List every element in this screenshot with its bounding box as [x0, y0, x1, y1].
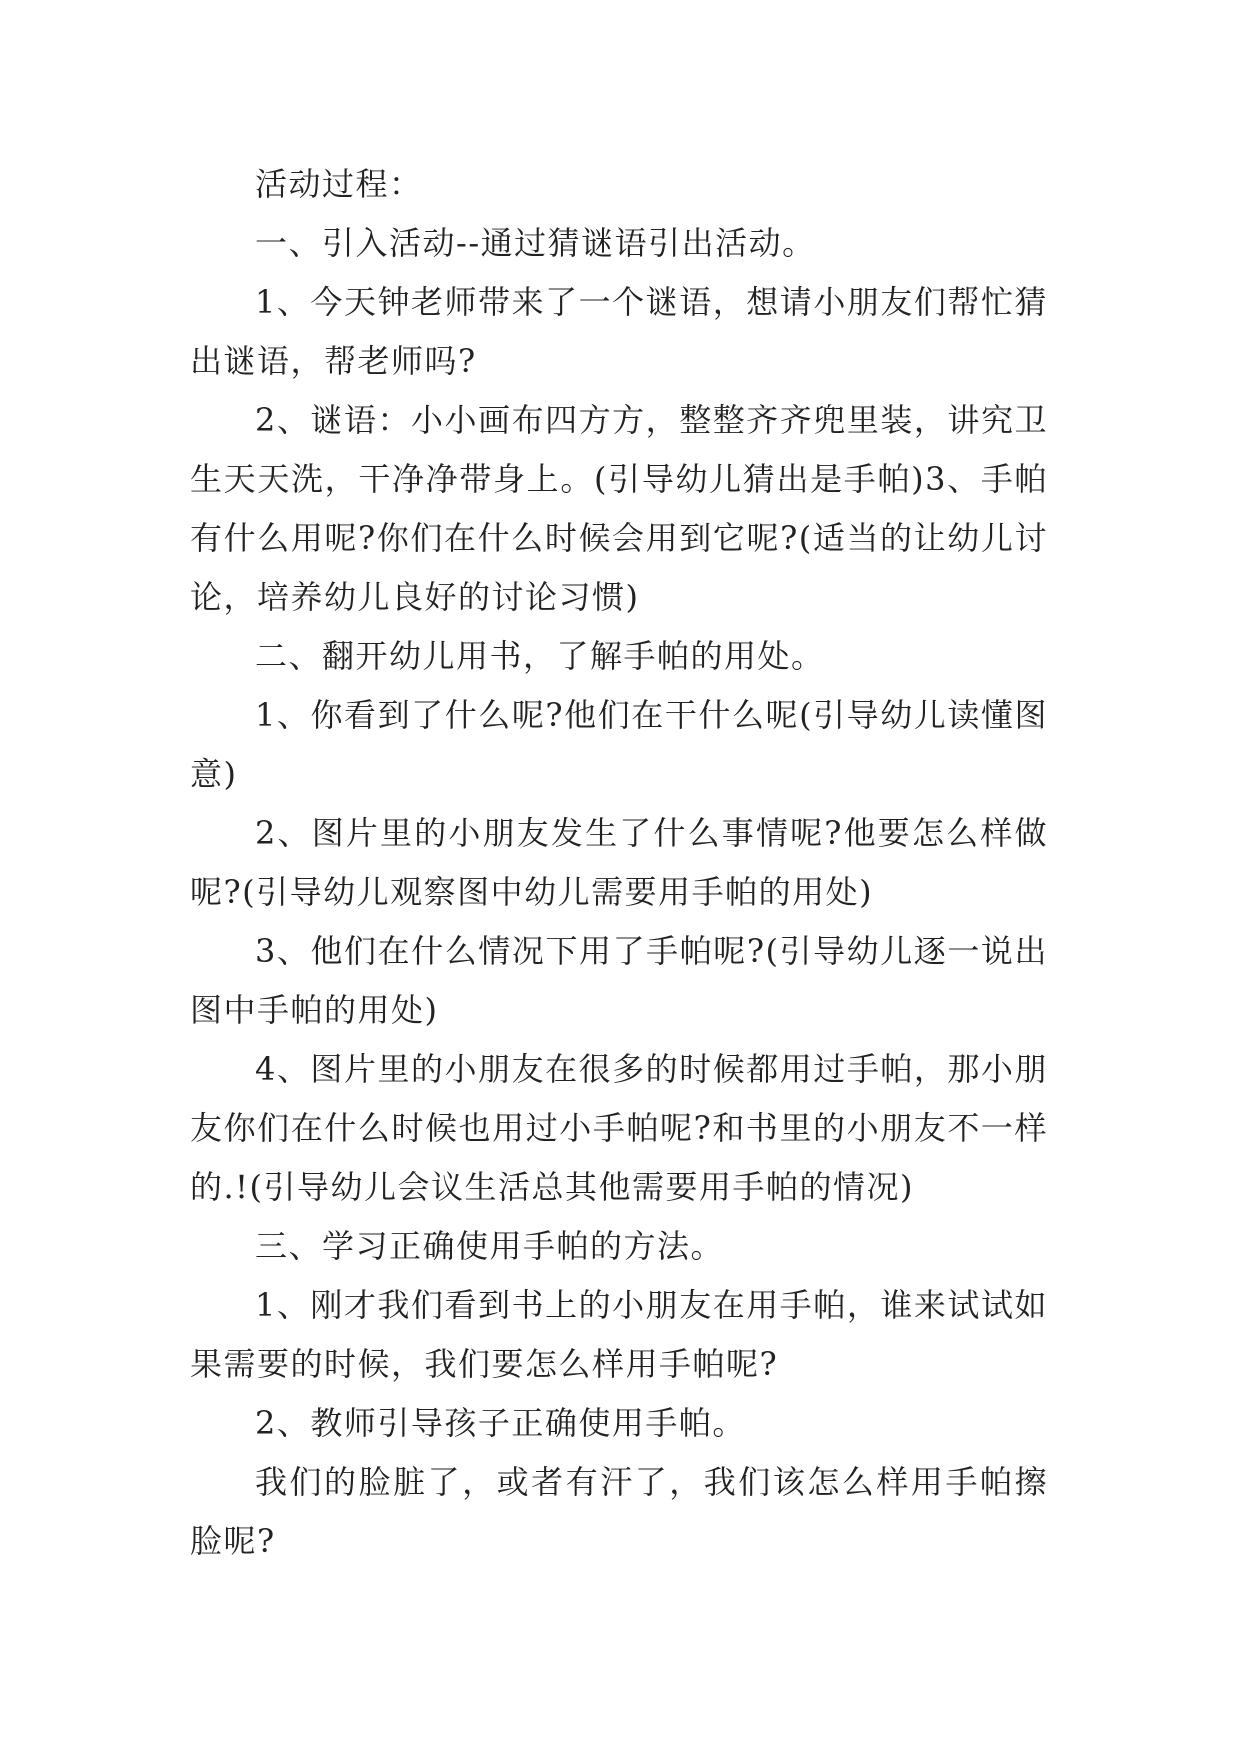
paragraph-section-one: 一、引入活动--通过猜谜语引出活动。 — [255, 224, 816, 262]
paragraph-item: 2、图片里的小朋友发生了什么事情呢?他要怎么样做呢?(引导幼儿观察图中幼儿需要用手帕的用处) — [190, 814, 1048, 911]
paragraph-item: 3、他们在什么情况下用了手帕呢?(引导幼儿逐一说出图中手帕的用处) — [190, 932, 1048, 1029]
paragraph-item: 2、教师引导孩子正确使用手帕。 — [255, 1404, 746, 1442]
paragraph-item: 我们的脸脏了，或者有汗了，我们该怎么样用手帕擦脸呢? — [190, 1463, 1048, 1560]
paragraph-section-two: 二、翻开幼儿用书，了解手帕的用处。 — [255, 637, 825, 675]
paragraph-item: 4、图片里的小朋友在很多的时候都用过手帕，那小朋友你们在什么时候也用过小手帕呢?和书里的小朋友不一样的.!(引导幼儿会议生活总其他需要用手帕的情况) — [190, 1050, 1048, 1206]
paragraph-section-three: 三、学习正确使用手帕的方法。 — [255, 1227, 725, 1265]
paragraph-item: 1、今天钟老师带来了一个谜语，想请小朋友们帮忙猜出谜语，帮老师吗? — [190, 283, 1048, 380]
paragraph-item: 1、刚才我们看到书上的小朋友在用手帕，谁来试试如果需要的时候，我们要怎么样用手帕呢? — [190, 1286, 1048, 1383]
paragraph-item: 1、你看到了什么呢?他们在干什么呢(引导幼儿读懂图意) — [190, 696, 1048, 793]
document-body — [190, 155, 1048, 1571]
paragraph-heading-activity-process: 活动过程： — [255, 165, 423, 203]
paragraph-item: 2、谜语：小小画布四方方，整整齐齐兜里装，讲究卫生天天洗，干净净带身上。(引导幼儿猜出是手帕)3、手帕有什么用呢?你们在什么时候会用到它呢?(适当的让幼儿讨论，培养幼儿良好的讨论习惯) — [190, 401, 1048, 616]
